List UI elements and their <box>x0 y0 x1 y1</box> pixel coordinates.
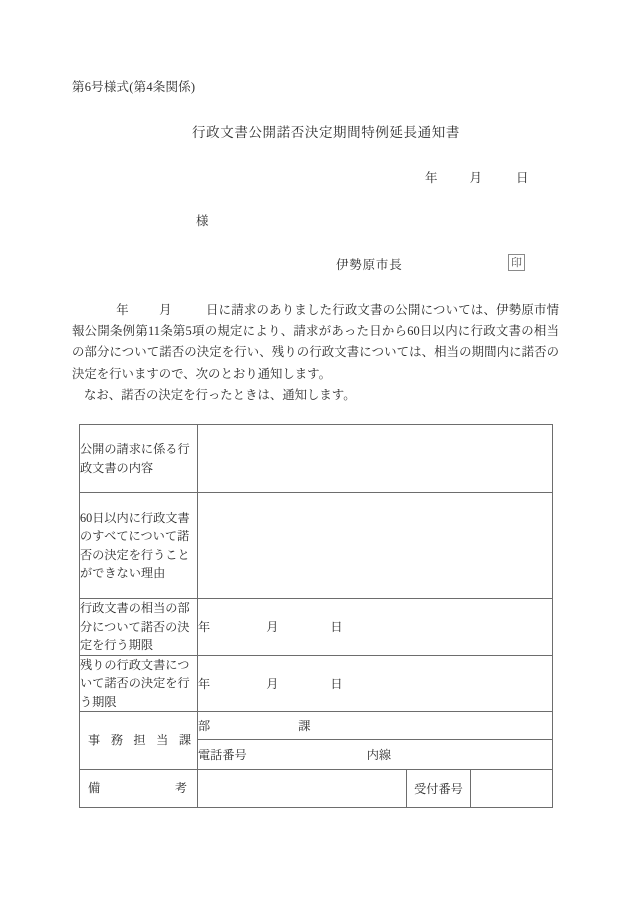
section-label-char-2: 務 <box>110 733 123 748</box>
value-partial-deadline[interactable] <box>198 599 553 656</box>
body-paragraph-main <box>72 300 559 385</box>
value-remaining-deadline[interactable] <box>198 655 553 712</box>
form-number: 第6号様式(第4条関係) <box>72 80 196 94</box>
value-section-dept[interactable] <box>198 712 553 740</box>
label-partial-deadline: 行政文書の相当の部分について諾否の決定を行う期限 <box>80 599 198 656</box>
value-remarks[interactable] <box>198 770 407 808</box>
section-label-char-1: 事 <box>88 733 101 748</box>
body-main-sentence: に請求のありました行政文書の公開については、伊勢原市情報公開条例第11条第5項の規定により、請求があった日から60日以内に行政文書の相当の部分について諾否の決定を行い、残りの行政文書については、相当の期間内に諾否の決定を行いますので、次のとおり通知します。 <box>72 303 560 381</box>
document-title: 行政文書公開諾否決定期間特例延長通知書 <box>192 125 460 140</box>
value-section-phone[interactable] <box>198 740 553 770</box>
partial-deadline-day: 日 <box>330 620 343 635</box>
body-text <box>72 300 559 406</box>
table-row-remarks <box>80 770 553 808</box>
label-request-contents: 公開の請求に係る行政文書の内容 <box>80 425 198 493</box>
table-row-partial-deadline <box>80 599 553 656</box>
body-paragraph-note: なお、諾否の決定を行ったときは、通知します。 <box>84 387 356 402</box>
remarks-label-char-1: 備 <box>88 781 101 796</box>
value-reason[interactable] <box>198 493 553 599</box>
notification-detail-table <box>79 424 553 808</box>
table-row-request-contents <box>80 425 553 493</box>
body-date-day: 日 <box>205 303 219 317</box>
section-label-char-3: 担 <box>133 733 146 748</box>
table-row-reason <box>80 493 553 599</box>
body-date-month: 月 <box>158 303 172 317</box>
table-row-section-dept <box>80 712 553 740</box>
partial-deadline-month: 月 <box>266 620 279 635</box>
extension-label: 内線 <box>366 748 392 762</box>
remaining-deadline-month: 月 <box>266 676 279 691</box>
issue-date-month: 月 <box>469 171 483 185</box>
value-request-contents[interactable] <box>198 425 553 493</box>
section-ka-label: 課 <box>298 719 311 733</box>
issue-date-day: 日 <box>516 171 529 185</box>
label-section-in-charge <box>80 712 198 770</box>
label-receipt-number: 受付番号 <box>407 770 471 808</box>
remaining-deadline-day: 日 <box>330 676 343 691</box>
partial-deadline-year: 年 <box>198 620 211 635</box>
remaining-deadline-year: 年 <box>198 676 211 691</box>
body-date-year: 年 <box>116 303 129 317</box>
value-receipt-number[interactable] <box>471 770 553 808</box>
phone-label: 電話番号 <box>198 748 247 762</box>
label-reason: 60日以内に行政文書のすべてについて諾否の決定を行うことができない理由 <box>80 493 198 599</box>
seal-stamp-icon: 印 <box>508 254 525 271</box>
section-bu-label: 部 <box>198 719 211 733</box>
issue-date-year: 年 <box>425 171 438 185</box>
remarks-label-char-2: 考 <box>174 781 187 796</box>
issue-date-line <box>425 168 529 186</box>
table-row-remaining-deadline <box>80 655 553 712</box>
addressee-honorific: 様 <box>196 214 209 228</box>
section-label-char-5: 課 <box>178 733 191 748</box>
label-remaining-deadline: 残りの行政文書について諾否の決定を行う期限 <box>80 655 198 712</box>
label-remarks <box>80 770 198 808</box>
issuer-name: 伊勢原市長 <box>336 258 403 272</box>
section-label-char-4: 当 <box>156 733 169 748</box>
